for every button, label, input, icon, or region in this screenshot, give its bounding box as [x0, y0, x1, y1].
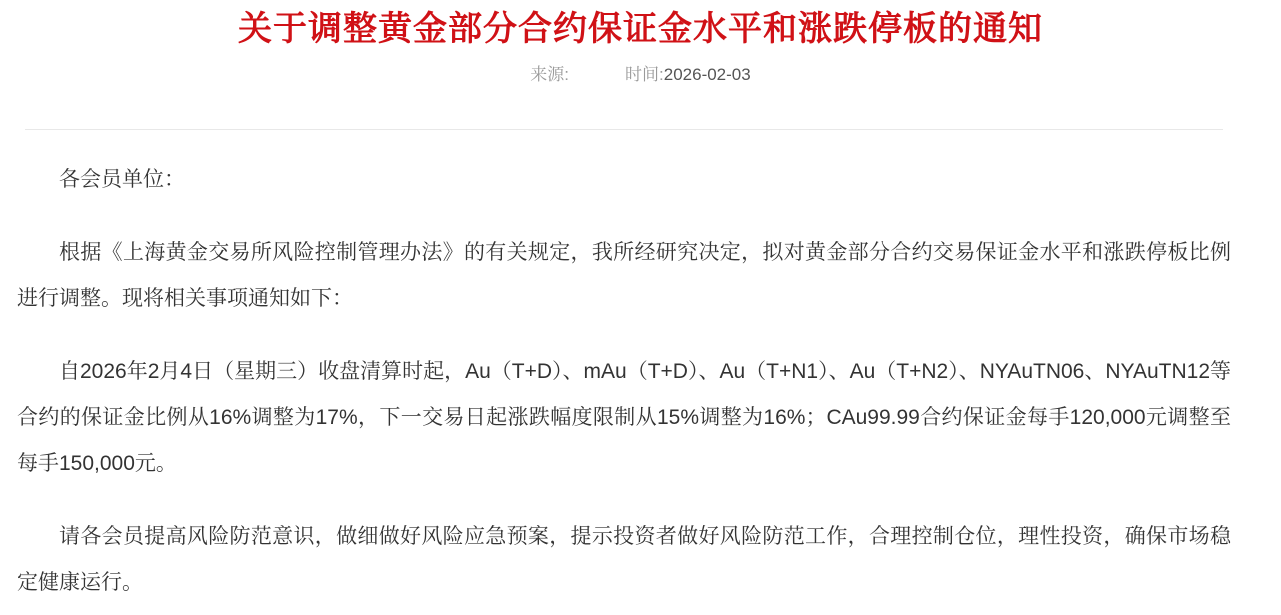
publish-time	[625, 64, 751, 86]
paragraph-adjustment-details: 自2026年2月4日（星期三）收盘清算时起，Au（T+D）、mAu（T+D）、Au（T+N1）、Au（T+N2）、NYAuTN06、NYAuTN12等合约的保证金比例从16%调整为17%，下一交易日起涨跌幅度限制从15%调整为16%；CAu99.99合约保证金每手120,000元调整至每手150,000元。	[17, 359, 1231, 475]
notice-meta	[0, 64, 1281, 86]
notice-body	[0, 130, 1281, 606]
time-label: 时间:	[625, 64, 664, 84]
paragraph-salutation: 各会员单位：	[59, 167, 185, 191]
paragraph-risk-reminder: 请各会员提高风险防范意识，做细做好风险应急预案，提示投资者做好风险防范工作，合理控制仓位，理性投资，确保市场稳定健康运行。	[17, 524, 1231, 594]
paragraph-basis: 根据《上海黄金交易所风险控制管理办法》的有关规定，我所经研究决定，拟对黄金部分合约交易保证金水平和涨跌停板比例进行调整。现将相关事项通知如下：	[17, 240, 1231, 310]
time-value: 2026-02-03	[663, 64, 751, 84]
page-title: 关于调整黄金部分合约保证金水平和涨跌停板的通知	[238, 10, 1043, 48]
source-label: 来源:	[530, 64, 570, 84]
